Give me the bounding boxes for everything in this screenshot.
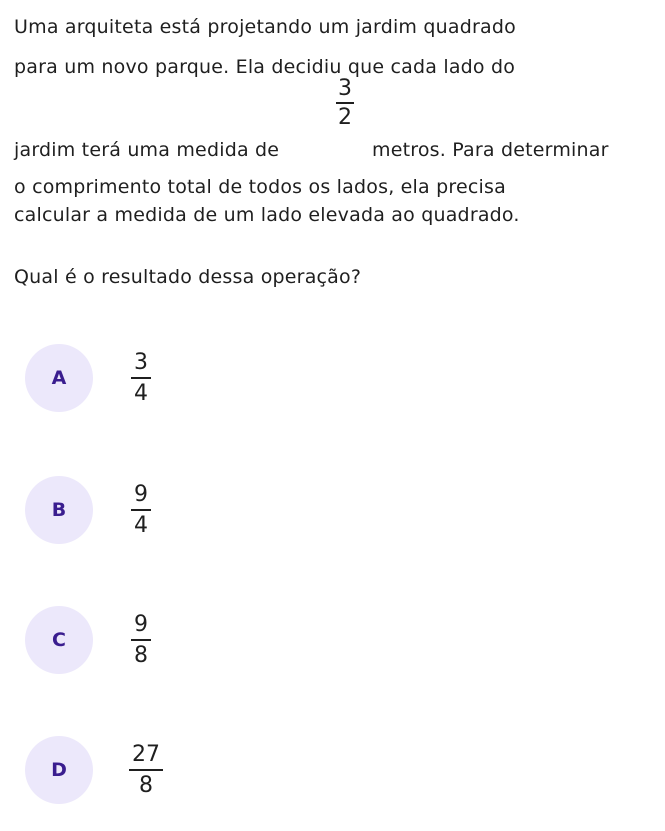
option-d-numerator: 27 xyxy=(132,742,160,767)
option-c-fraction xyxy=(131,612,151,668)
inline-fraction-numerator: 3 xyxy=(338,76,352,101)
option-c[interactable] xyxy=(25,606,151,674)
option-a[interactable] xyxy=(25,344,151,412)
option-c-denominator: 8 xyxy=(134,643,148,668)
option-d[interactable] xyxy=(25,736,163,804)
option-a-denominator: 4 xyxy=(134,381,148,406)
fraction-bar xyxy=(336,102,354,104)
option-a-fraction xyxy=(131,350,151,406)
option-b-letter: B xyxy=(25,476,93,544)
option-b-fraction xyxy=(131,482,151,538)
option-c-letter: C xyxy=(25,606,93,674)
option-b[interactable] xyxy=(25,476,151,544)
inline-fraction-denominator: 2 xyxy=(338,105,352,130)
question-line-5: calcular a medida de um lado elevada ao quadrado. xyxy=(14,204,520,226)
question-line-1: Uma arquiteta está projetando um jardim quadrado xyxy=(14,16,516,38)
option-d-fraction xyxy=(129,742,163,798)
option-c-numerator: 9 xyxy=(134,612,148,637)
question-line-3-start: jardim terá uma medida de xyxy=(14,139,280,161)
option-d-letter: D xyxy=(25,736,93,804)
option-a-letter: A xyxy=(25,344,93,412)
option-a-numerator: 3 xyxy=(134,350,148,375)
question-prompt: Qual é o resultado dessa operação? xyxy=(14,266,362,288)
fraction-bar xyxy=(131,509,151,511)
option-b-denominator: 4 xyxy=(134,513,148,538)
fraction-bar xyxy=(131,377,151,379)
question-line-4: o comprimento total de todos os lados, ela precisa xyxy=(14,176,506,198)
question-line-3-end: metros. Para determinar xyxy=(372,139,609,161)
option-d-denominator: 8 xyxy=(139,773,153,798)
option-b-numerator: 9 xyxy=(134,482,148,507)
fraction-bar xyxy=(131,639,151,641)
fraction-bar xyxy=(129,769,163,771)
question-line-2: para um novo parque. Ela decidiu que cada lado do xyxy=(14,56,516,78)
inline-fraction xyxy=(336,76,354,130)
